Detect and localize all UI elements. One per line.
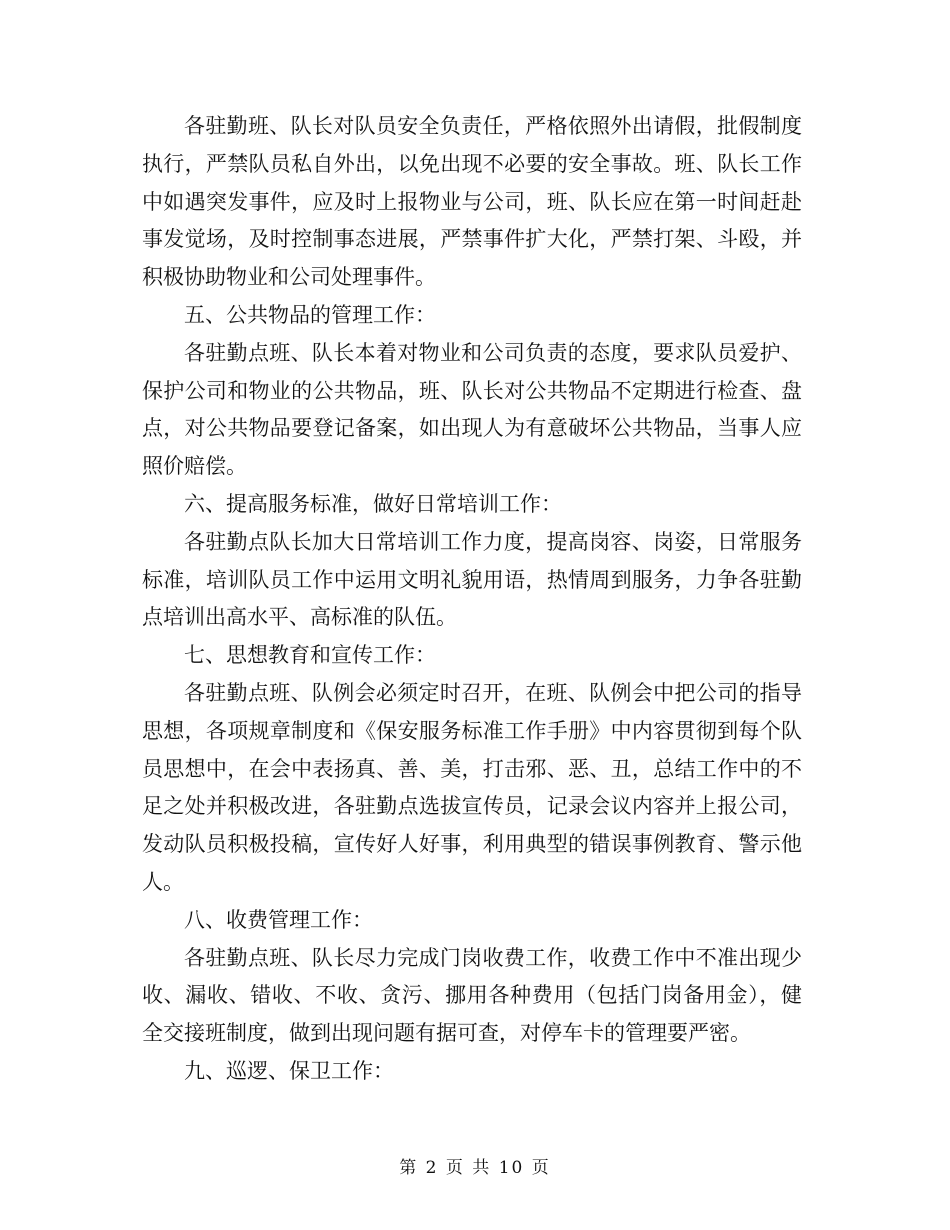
heading-patrol-security: 九、巡逻、保卫工作： [184, 1058, 394, 1083]
paragraph-public-goods: 各驻勤点班、队长本着对物业和公司负责的态度，要求队员爱护、保护公司和物业的公共物品，班、队长对公共物品不定期进行检查、盘点，对公共物品要登记备案，如出现人为有意破坏公共物品，当事人应照价赔偿。 [142, 340, 802, 479]
heading-education-publicity: 七、思想教育和宣传工作： [184, 643, 436, 668]
paragraph-safety-responsibility: 各驻勤班、队长对队员安全负责任，严格依照外出请假，批假制度执行，严禁队员私自外出，以免出现不必要的安全事故。班、队长工作中如遇突发事件，应及时上报物业与公司，班、队长应在第一时间赶赴事发觉场，及时控制事态进展，严禁事件扩大化，严禁打架、斗殴，并积极协助物业和公司处理事件。 [142, 114, 802, 290]
paragraph-education-publicity: 各驻勤点班、队例会必须定时召开，在班、队例会中把公司的指导思想，各项规章制度和《保安服务标准工作手册》中内容贯彻到每个队员思想中，在会中表扬真、善、美，打击邪、恶、丑，总结工作中的不足之处并积极改进，各驻勤点选拔宣传员，记录会议内容并上报公司，发动队员积极投稿，宣传好人好事，利用典型的错误事例教育、警示他人。 [142, 680, 802, 894]
heading-fee-management: 八、收费管理工作： [184, 907, 373, 932]
paragraph-service-training: 各驻勤点队长加大日常培训工作力度，提高岗容、岗姿，日常服务标准，培训队员工作中运用文明礼貌用语，热情周到服务，力争各驻勤点培训出高水平、高标准的队伍。 [142, 529, 802, 630]
heading-public-goods: 五、公共物品的管理工作： [184, 302, 436, 327]
heading-service-training: 六、提高服务标准，做好日常培训工作： [184, 491, 562, 516]
paragraph-fee-management: 各驻勤点班、队长尽力完成门岗收费工作，收费工作中不准出现少收、漏收、错收、不收、贪污、挪用各种费用（包括门岗备用金），健全交接班制度，做到出现问题有据可查，对停车卡的管理要严密。 [142, 945, 802, 1046]
page-number-footer: 第 2 页 共 10 页 [399, 1158, 551, 1178]
document-body [142, 108, 802, 1091]
